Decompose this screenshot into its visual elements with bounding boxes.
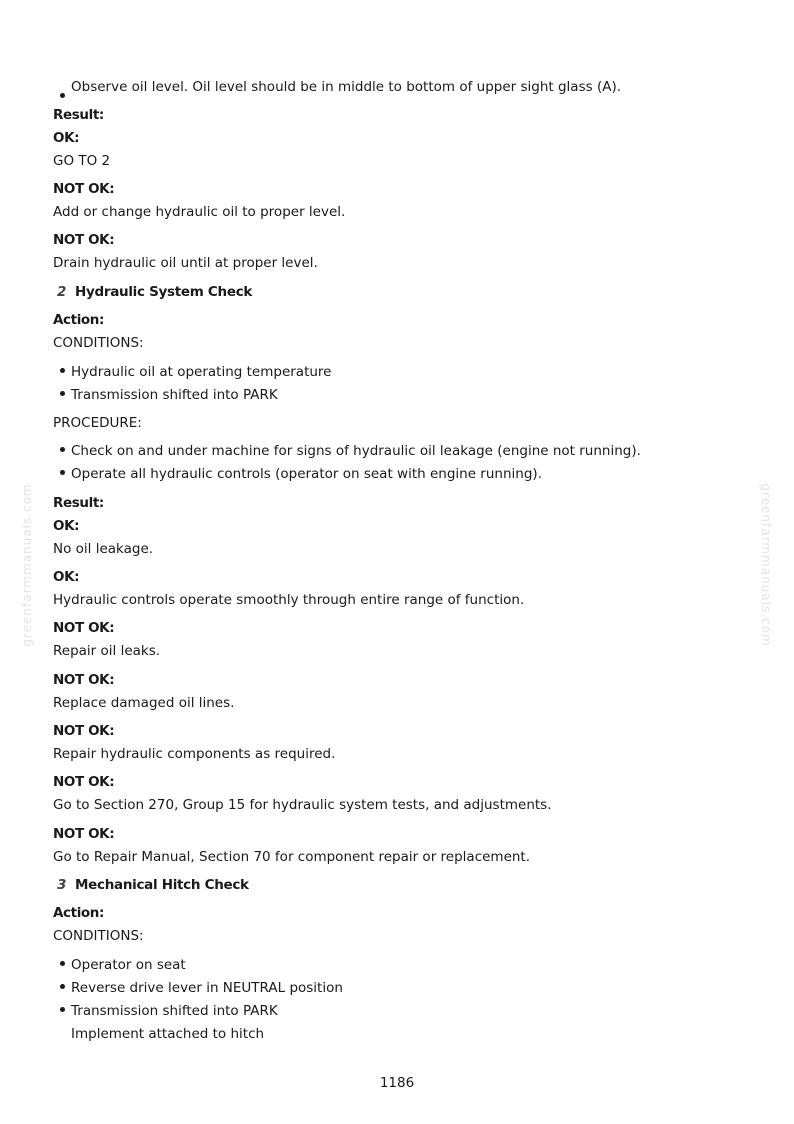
not-ok-label: NOT OK: bbox=[53, 620, 115, 636]
ok-text: Hydraulic controls operate smoothly through entire range of function. bbox=[53, 592, 525, 608]
bullet-icon bbox=[60, 961, 65, 966]
not-ok-text: Replace damaged oil lines. bbox=[53, 695, 235, 711]
condition-item: Reverse drive lever in NEUTRAL position bbox=[71, 980, 343, 996]
bullet-icon bbox=[60, 447, 65, 452]
result-label: Result: bbox=[53, 107, 104, 123]
not-ok-label: NOT OK: bbox=[53, 723, 115, 739]
intro-bullet-text: Observe oil level. Oil level should be in middle to bottom of upper sight glass (A). bbox=[71, 79, 621, 95]
action-label: Action: bbox=[53, 905, 105, 921]
procedure-item: Check on and under machine for signs of hydraulic oil leakage (engine not running). bbox=[71, 443, 641, 459]
watermark-right: greenfarmmanuals.com bbox=[759, 483, 773, 647]
step-number: 2 bbox=[57, 284, 67, 300]
not-ok-text: Drain hydraulic oil until at proper level. bbox=[53, 255, 318, 271]
not-ok-text: Repair hydraulic components as required. bbox=[53, 746, 336, 762]
not-ok-label: NOT OK: bbox=[53, 826, 115, 842]
not-ok-label: NOT OK: bbox=[53, 672, 115, 688]
procedure-label: PROCEDURE: bbox=[53, 415, 142, 431]
not-ok-label: NOT OK: bbox=[53, 181, 115, 197]
condition-item: Transmission shifted into PARK bbox=[71, 1003, 278, 1019]
condition-item: Hydraulic oil at operating temperature bbox=[71, 364, 332, 380]
ok-label: OK: bbox=[53, 569, 80, 585]
conditions-label: CONDITIONS: bbox=[53, 928, 144, 944]
bullet-icon bbox=[60, 1007, 65, 1012]
bullet-icon bbox=[60, 93, 65, 98]
ok-text: GO TO 2 bbox=[53, 153, 111, 169]
condition-continuation: Implement attached to hitch bbox=[71, 1026, 265, 1042]
procedure-item: Operate all hydraulic controls (operator on seat with engine running). bbox=[71, 466, 542, 482]
not-ok-text: Add or change hydraulic oil to proper level. bbox=[53, 204, 346, 220]
not-ok-text: Go to Repair Manual, Section 70 for component repair or replacement. bbox=[53, 849, 531, 865]
result-label: Result: bbox=[53, 495, 104, 511]
condition-item: Transmission shifted into PARK bbox=[71, 387, 278, 403]
page-number: 1186 bbox=[379, 1075, 415, 1091]
not-ok-label: NOT OK: bbox=[53, 232, 115, 248]
ok-label: OK: bbox=[53, 130, 80, 146]
action-label: Action: bbox=[53, 312, 105, 328]
not-ok-text: Repair oil leaks. bbox=[53, 643, 161, 659]
step-number: 3 bbox=[57, 877, 67, 893]
bullet-icon bbox=[60, 391, 65, 396]
step-title: Hydraulic System Check bbox=[75, 284, 253, 300]
bullet-icon bbox=[60, 984, 65, 989]
not-ok-text: Go to Section 270, Group 15 for hydraulic system tests, and adjustments. bbox=[53, 797, 552, 813]
bullet-icon bbox=[60, 470, 65, 475]
step-title: Mechanical Hitch Check bbox=[75, 877, 249, 893]
ok-text: No oil leakage. bbox=[53, 541, 154, 557]
ok-label: OK: bbox=[53, 518, 80, 534]
bullet-icon bbox=[60, 368, 65, 373]
condition-item: Operator on seat bbox=[71, 957, 186, 973]
not-ok-label: NOT OK: bbox=[53, 774, 115, 790]
conditions-label: CONDITIONS: bbox=[53, 335, 144, 351]
watermark-left: greenfarmmanuals.com bbox=[20, 483, 34, 647]
